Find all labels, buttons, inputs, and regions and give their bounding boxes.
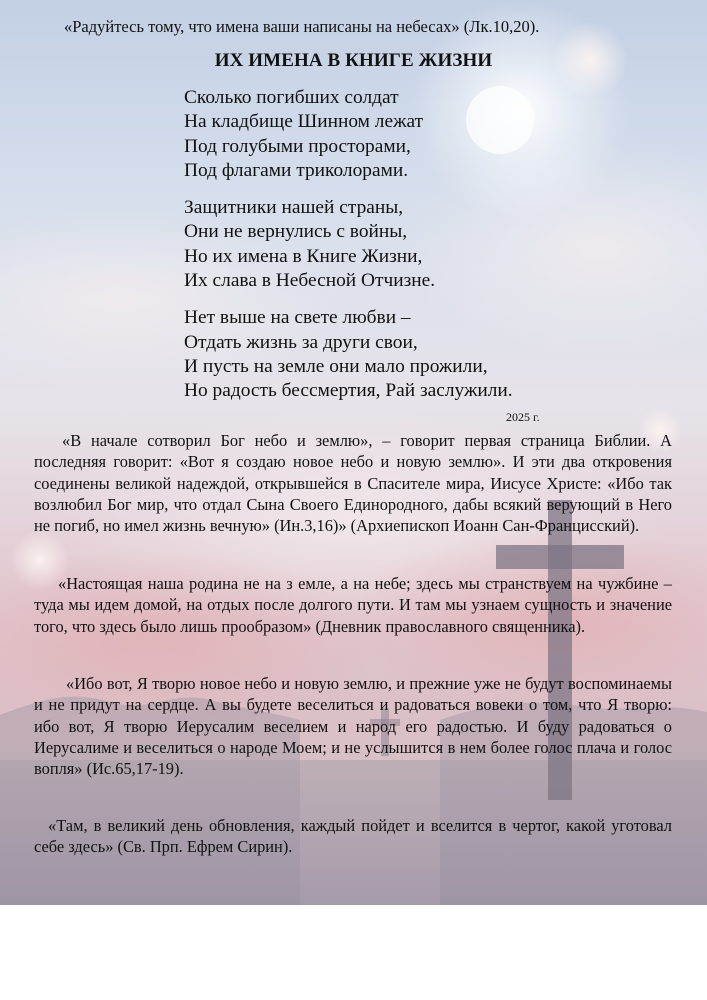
quote-paragraph: «Там, в великий день обновления, каждый пойдет и вселится в чертог, какой уготовал себе здесь» (Св. Прп. Ефрем Сирин).	[34, 816, 672, 857]
poem	[184, 86, 513, 417]
poem-line: Но радость бессмертия, Рай заслужили.	[184, 380, 513, 402]
poem-stanza	[184, 196, 513, 293]
poem-line: Под флагами триколорами.	[184, 159, 409, 181]
poem-line: Сколько погибших солдат	[184, 87, 399, 108]
quote-paragraph: «Настоящая наша родина не на з емле, а на небе; здесь мы странствуем на чужбине – туда мы идем домой, на отдых после долгого пути. И там мы узнаем сущность и значение того, что здесь было лишь прообразом» (Дневник православного священника).	[34, 574, 672, 636]
poem-line: Нет выше на свете любви –	[184, 307, 411, 329]
poem-date: 2025 г.	[506, 410, 540, 424]
page-title: ИХ ИМЕНА В КНИГЕ ЖИЗНИ	[214, 50, 493, 71]
quote-paragraph: «Ибо вот, Я творю новое небо и новую землю, и прежние уже не будут воспоминаемы и не придут на сердце. А вы будете веселиться и радоваться вовеки о том, что Я творю: ибо вот, Я творю Иерусалим веселием и народ его радостью. И буду радоваться о Иерусалиме и веселиться о народе Моем; и не услышится в нем более голос плача и голос вопля» (Ис.65,17-19).	[34, 674, 672, 779]
poem-stanza	[184, 306, 513, 403]
poem-line: Защитники нашей страны,	[184, 197, 404, 219]
poem-line: И пусть на земле они мало прожили,	[184, 355, 488, 377]
quote-paragraph: «В начале сотворил Бог небо и землю», – говорит первая страница Библии. А последняя говорит: «Вот я создаю новое небо и новую землю». И эти два откровения соединены великой надеждой, открывшейся в Спасителе мира, Иисусе Христе: «Ибо так возлюбил Бог мир, что отдал Сына Своего Единородного, дабы всякий верующий в Него не погиб, но имел жизнь вечную» (Ин.3,16)» (Архиепископ Иоанн Сан-Францисский).	[34, 431, 672, 536]
poem-line: Их слава в Небесной Отчизне.	[184, 270, 436, 292]
poem-stanza	[184, 86, 513, 183]
poem-line: Отдать жизнь за други свои,	[184, 331, 418, 353]
poem-line: Но их имена в Книге Жизни,	[184, 245, 423, 267]
poem-line: Под голубыми просторами,	[184, 135, 411, 157]
poem-line: Они не вернулись с войны,	[184, 221, 408, 243]
poem-line: На кладбище Шинном лежат	[184, 111, 424, 133]
epigraph: «Радуйтесь тому, что имена ваши написаны на небесах» (Лк.10,20).	[64, 17, 540, 36]
